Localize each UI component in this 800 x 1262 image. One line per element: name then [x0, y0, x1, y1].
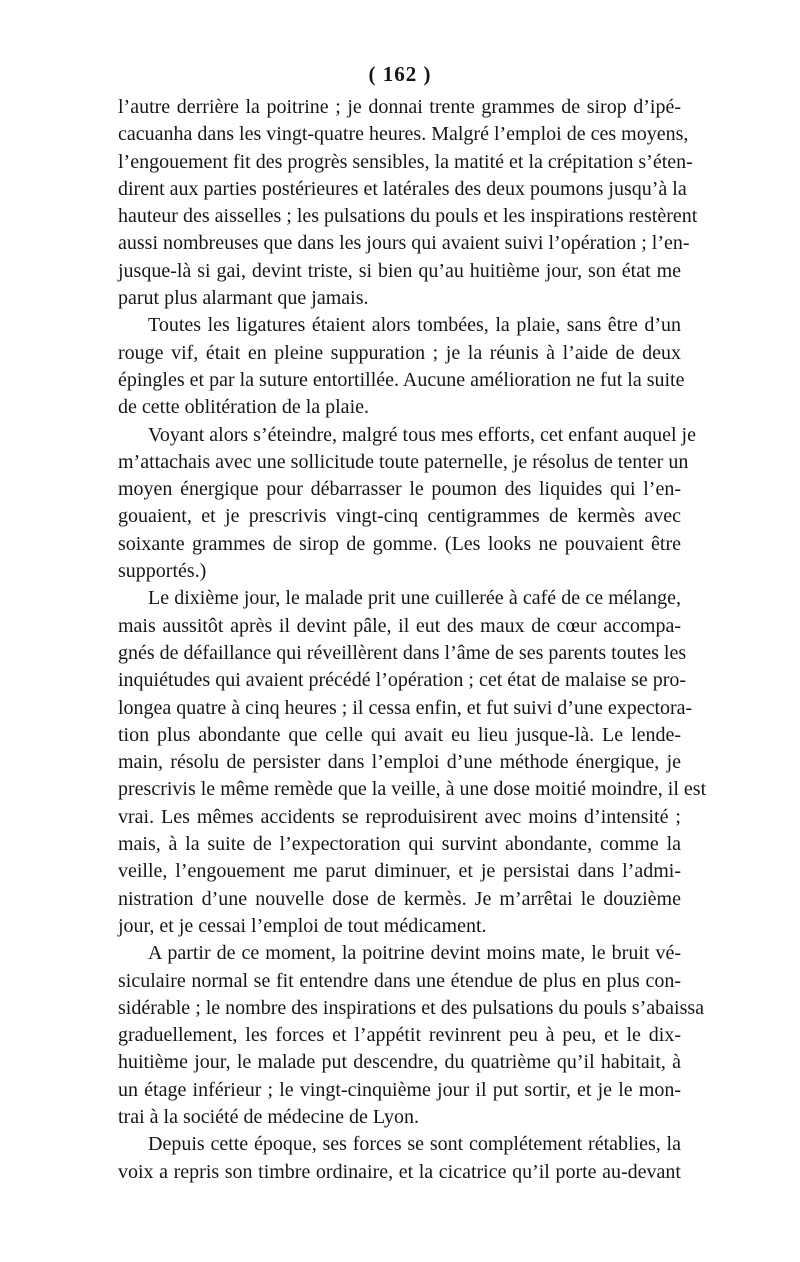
text-line: Voyant alors s’éteindre, malgré tous mes efforts, cet enfant auquel je [148, 423, 696, 446]
text-line: l’autre derrière la poitrine ; je donnai trente grammes de sirop d’ipé- [118, 96, 681, 118]
text-line: Depuis cette époque, ses forces se sont complétement rétablies, la [148, 1133, 681, 1156]
text-line: graduellement, les forces et l’appétit revinrent peu à peu, et le dix- [118, 1024, 681, 1047]
text-line: dirent aux parties postérieures et latérales des deux poumons jusqu’à la [118, 177, 687, 200]
text-line: soixante grammes de sirop de gomme. (Les looks ne pouvaient être [118, 532, 681, 555]
text-line: siculaire normal se fit entendre dans une étendue de plus en plus con- [118, 969, 681, 992]
text-line: Toutes les ligatures étaient alors tombées, la plaie, sans être d’un [148, 314, 681, 337]
text-line: trai à la société de médecine de Lyon. [118, 1105, 419, 1128]
text-line: aussi nombreuses que dans les jours qui avaient suivi l’opération ; l’en- [118, 232, 690, 255]
text-line: parut plus alarmant que jamais. [118, 287, 369, 310]
text-line: gouaient, et je prescrivis vingt-cinq centigrammes de kermès avec [118, 505, 681, 528]
text-line: supportés.) [118, 560, 207, 583]
text-line: inquiétudes qui avaient précédé l’opération ; cet état de malaise se pro- [118, 669, 687, 692]
text-line: longea quatre à cinq heures ; il cessa enfin, et fut suivi d’une expectora- [118, 696, 693, 719]
text-line: gnés de défaillance qui réveillèrent dans l’âme de ses parents toutes les [118, 641, 687, 664]
text-line: huitième jour, le malade put descendre, du quatrième qu’il habitait, à [118, 1051, 681, 1074]
text-line: prescrivis le même remède que la veille, à une dose moitié moindre, il est [118, 778, 707, 801]
text-line: nistration d’une nouvelle dose de kermès. Je m’arrêtai le douzième [118, 887, 681, 910]
text-line: cacuanha dans les vingt-quatre heures. Malgré l’emploi de ces moyens, [118, 123, 689, 146]
text-line: de cette oblitération de la plaie. [118, 396, 369, 419]
text-line: tion plus abondante que celle qui avait eu lieu jusque-là. Le lende- [118, 723, 681, 746]
text-line: mais, à la suite de l’expectoration qui survint abondante, comme la [118, 833, 681, 856]
text-line: mais aussitôt après il devint pâle, il eut des maux de cœur accompa- [118, 614, 681, 637]
text-line: voix a repris son timbre ordinaire, et la cicatrice qu’il porte au-devant [118, 1160, 681, 1183]
text-line: m’attachais avec une sollicitude toute paternelle, je résolus de tenter un [118, 450, 689, 473]
text-line: hauteur des aisselles ; les pulsations du pouls et les inspirations restèrent [118, 205, 698, 228]
text-line: moyen énergique pour débarrasser le poumon des liquides qui l’en- [118, 478, 681, 501]
text-line: sidérable ; le nombre des inspirations et des pulsations du pouls s’abaissa [118, 996, 705, 1019]
text-line: jour, et je cessai l’emploi de tout médicament. [118, 914, 487, 937]
text-line: jusque-là si gai, devint triste, si bien qu’au huitième jour, son état me [118, 259, 681, 282]
text-line: Le dixième jour, le malade prit une cuillerée à café de ce mélange, [148, 587, 681, 610]
text-line: épingles et par la suture entortillée. Aucune amélioration ne fut la suite [118, 368, 685, 391]
text-line: vrai. Les mêmes accidents se reproduisirent avec moins d’intensité ; [118, 805, 681, 828]
text-line: rouge vif, était en pleine suppuration ; je la réunis à l’aide de deux [118, 341, 681, 364]
text-line: A partir de ce moment, la poitrine devint moins mate, le bruit vé- [148, 942, 681, 965]
text-line: main, résolu de persister dans l’emploi d’une méthode énergique, je [118, 751, 681, 774]
text-line: veille, l’engouement me parut diminuer, et je persistai dans l’admi- [118, 860, 681, 883]
text-line: l’engouement fit des progrès sensibles, la matité et la crépitation s’éten- [118, 150, 693, 173]
text-line: un étage inférieur ; le vingt-cinquième jour il put sortir, et je le mon- [118, 1078, 681, 1101]
page-number: ( 162 ) [368, 62, 432, 86]
body-text [118, 94, 707, 1186]
